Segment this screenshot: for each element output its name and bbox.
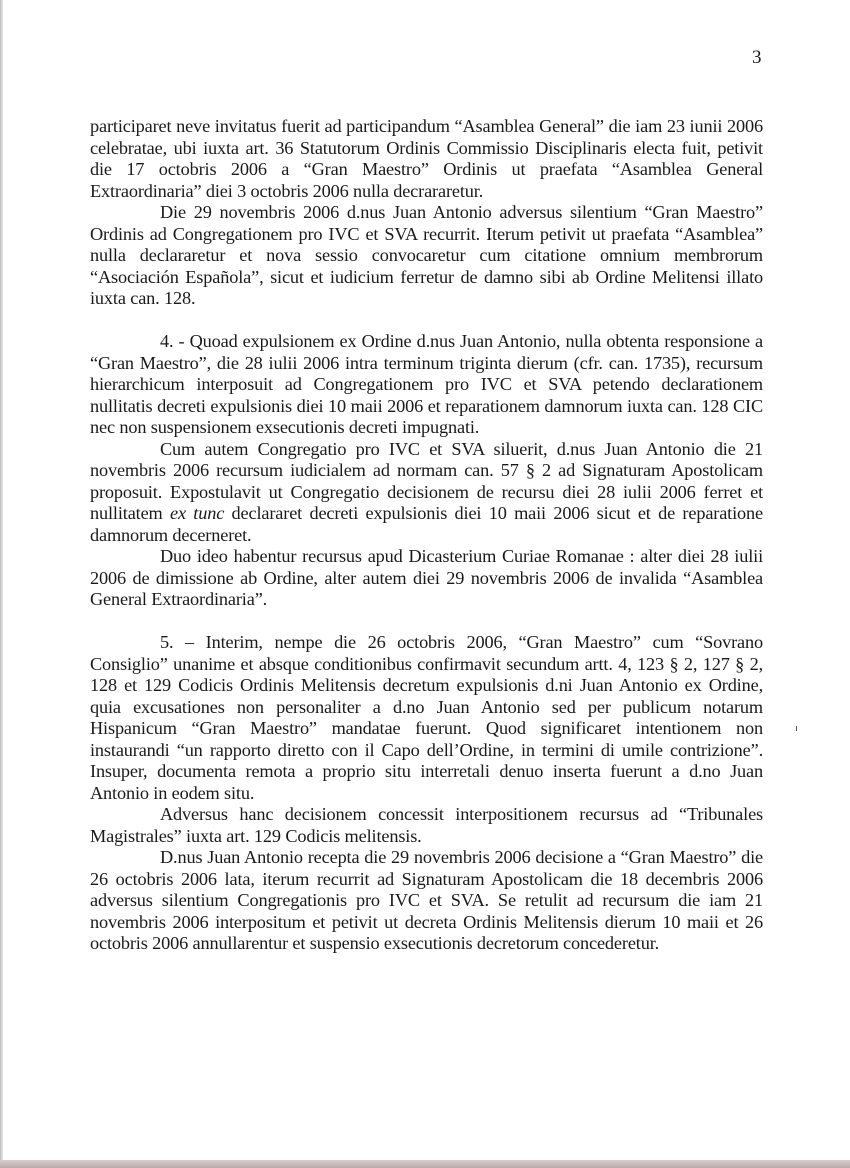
paragraph-judicial-recourse	[90, 439, 763, 547]
paragraph-recourse-assembly: Die 29 novembris 2006 d.nus Juan Antonio adversus silentium “Gran Maestro” Ordinis ad Congregationem pro IVC et SVA recurrit. Iterum petivit ut praefata “Asamblea” nulla declararetur et nova sessio convocaretur cum citatione omnium membrorum “Asociación Española”, sicut et iudicium ferretur de damno sibi ab Ordine Melitensi illato iuxta can. 128.	[90, 202, 763, 308]
paragraph-second-recourse: D.nus Juan Antonio recepta die 29 novembris 2006 decisione a “Gran Maestro” die 26 octobris 2006 lata, iterum recurrit ad Signaturam Apostolicam die 18 decembris 2006 adversus silentium Congregationis pro IVC et SVA. Se retulit ad recursum die iam 21 novembris 2006 interpositum et petivit ut decreta Ordinis Melitensis dierum 10 maii et 26 octobris 2006 annullarentur et suspensio exsecutionis decretorum concederetur.	[90, 847, 763, 953]
paragraph-continuation: participaret neve invitatus fuerit ad participandum “Asamblea General” die iam 23 iunii 2006 celebratae, ubi iuxta art. 36 Statutorum Ordinis Commissio Disciplinaris electa fuit, petivit die 17 octobris 2006 a “Gran Maestro” Ordinis ut praefata “Asamblea General Extraordinaria” diei 3 octobris 2006 nulla decrararetur.	[90, 116, 763, 201]
paragraph-tribunales: Adversus hanc decisionem concessit interpositionem recursus ad “Tribunales Magistrales” iuxta art. 129 Codicis melitensis.	[90, 804, 763, 846]
scan-left-edge	[0, 0, 3, 1168]
scan-artifact-mark	[796, 726, 797, 731]
paragraph-section-5: 5. – Interim, nempe die 26 octobris 2006, “Gran Maestro” cum “Sovrano Consiglio” unanime et absque conditionibus confirmavit secundum artt. 4, 123 § 2, 127 § 2, 128 et 129 Codicis Ordinis Melitensis decretum expulsionis d.ni Juan Antonio ex Ordine, quia excusationes non personaliter a d.no Juan Antonio sed per publicum notarum Hispanicum “Gran Maestro” mandatae fuerunt. Quod significaret intentionem non instaurandi “un rapporto diretto con il Capo dell’Ordine, in termini di umile contrizione”. Insuper, documenta remota a proprio situ interretali denuo inserta fuerunt a d.no Juan Antonio in eodem situ.	[90, 632, 763, 803]
document-body	[90, 116, 763, 955]
section-spacer	[90, 310, 763, 332]
text-segment: declararet decreti expulsionis diei 10 maii 2006 sicut et de reparatione damnorum decerneret.	[90, 503, 763, 545]
text-segment: Cum autem Congregatio pro IVC et SVA siluerit, d.nus Juan Antonio die 21 novembris 2006 recursum iudicialem ad normam can. 57 § 2 ad Signaturam Apostolicam proposuit. Expostulavit ut Congregatio decisionem de recursu diei 28 iulii 2006 ferret et nullitatem	[90, 438, 763, 523]
page-number: 3	[752, 47, 762, 68]
paragraph-section-4: 4. - Quoad expulsionem ex Ordine d.nus Juan Antonio, nulla obtenta responsione a “Gran Maestro”, die 28 iulii 2006 intra terminum triginta dierum (cfr. can. 1735), recursum hierarchicum interposuit ad Congregationem pro IVC et SVA petendo declarationem nullitatis decreti expulsionis diei 10 maii 2006 et reparationem damnorum iuxta can. 128 CIC nec non suspensionem exsecutionis decreti impugnati.	[90, 331, 763, 437]
italic-phrase: ex tunc	[170, 503, 225, 523]
section-spacer	[90, 611, 763, 633]
scan-bottom-edge	[0, 1160, 850, 1168]
paragraph-two-recourses: Duo ideo habentur recursus apud Dicasterium Curiae Romanae : alter diei 28 iulii 2006 de dimissione ab Ordine, alter autem diei 29 novembris 2006 de invalida “Asamblea General Extraordinaria”.	[90, 546, 763, 609]
